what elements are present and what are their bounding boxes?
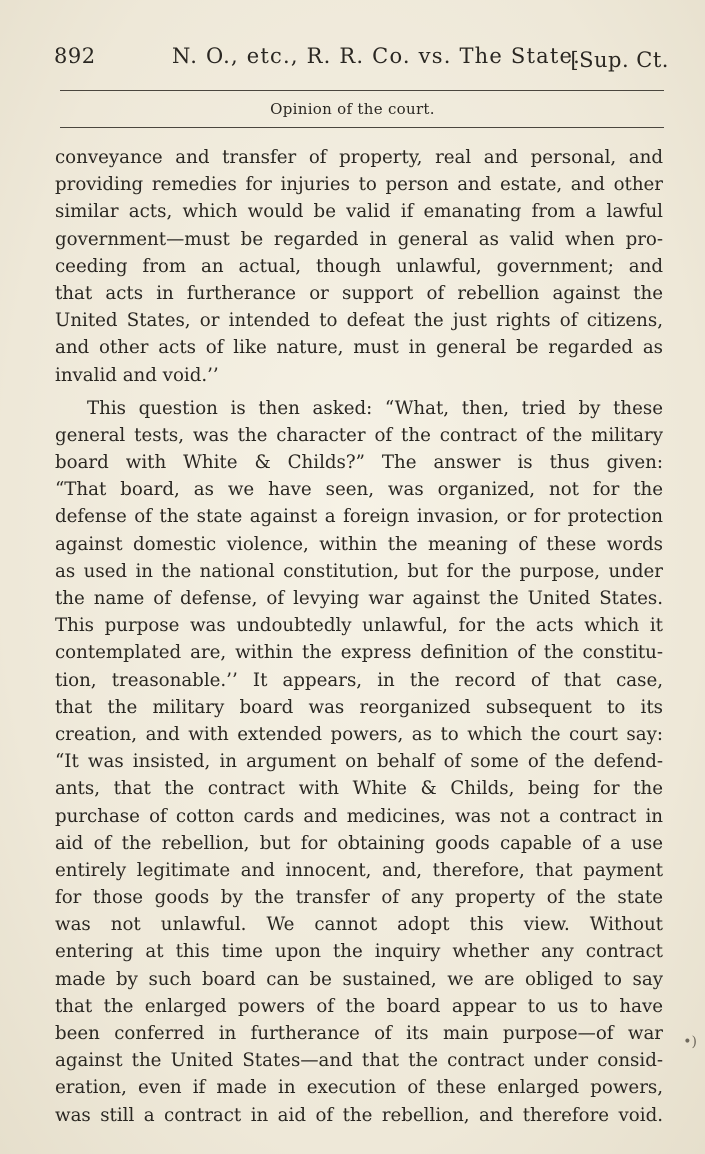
text-line: conveyance and transfer of property, real and personal, and xyxy=(55,147,663,168)
page-number: 892 xyxy=(54,44,96,68)
text-line: been conferred in furtherance of its main purpose—of war xyxy=(55,1023,663,1044)
text-line: general tests, was the character of the contract of the military xyxy=(55,424,663,446)
text-line: that the enlarged powers of the board appear to us to have xyxy=(55,995,663,1017)
margin-mark: •) xyxy=(683,1034,697,1050)
page-header xyxy=(54,40,669,80)
text-line: contemplated are, within the express definition of the constitu- xyxy=(55,642,663,664)
text-line: eration, even if made in execution of these enlarged powers, xyxy=(55,1077,663,1099)
text-line: made by such board can be sustained, we are obliged to say xyxy=(55,968,663,990)
text-line: “It was insisted, in argument on behalf of some of the defend- xyxy=(55,751,663,773)
opinion-text xyxy=(55,144,663,1129)
text-line: This purpose was undoubtedly unlawful, for the acts which it xyxy=(55,615,663,637)
text-line: as used in the national constitution, but for the purpose, under xyxy=(55,560,663,582)
text-line: providing remedies for injuries to person and estate, and other xyxy=(55,174,663,196)
text-line: aid of the rebellion, but for obtaining goods capable of a use xyxy=(55,832,663,854)
text-line: This question is then asked: “What, then, tried by these xyxy=(87,397,663,419)
text-line: that acts in furtherance or support of rebellion against the xyxy=(55,282,663,304)
text-line: for those goods by the transfer of any property of the state xyxy=(55,887,663,909)
text-line: entering at this time upon the inquiry whether any contract xyxy=(55,941,663,963)
section-rule xyxy=(60,127,664,128)
text-line: was not unlawful. We cannot adopt this view. Without xyxy=(55,914,663,936)
text-line: ants, that the contract with White & Childs, being for the xyxy=(55,778,663,800)
text-line: the name of defense, of levying war against the United States. xyxy=(55,588,663,609)
text-line: and other acts of like nature, must in general be regarded as xyxy=(55,337,663,359)
text-line: was still a contract in aid of the rebellion, and therefore void. xyxy=(55,1104,663,1126)
running-head: N. O., etc., R. R. Co. vs. The State. xyxy=(172,44,581,68)
text-line: board with White & Childs?” The answer is thus given: xyxy=(55,452,663,474)
header-rule xyxy=(60,90,664,91)
text-line: United States, or intended to defeat the just rights of citizens, xyxy=(55,310,663,332)
text-line: against the United States—and that the contract under consid- xyxy=(55,1050,663,1072)
section-label: Opinion of the court. xyxy=(270,100,435,118)
text-line: ceeding from an actual, though unlawful, government; and xyxy=(55,255,663,277)
text-line: similar acts, which would be valid if emanating from a lawful xyxy=(55,201,663,223)
text-line: that the military board was reorganized subsequent to its xyxy=(55,696,663,718)
text-line: entirely legitimate and innocent, and, therefore, that payment xyxy=(55,859,663,881)
text-line: creation, and with extended powers, as to which the court say: xyxy=(55,723,663,745)
text-line: invalid and void.’’ xyxy=(55,364,219,386)
text-line: purchase of cotton cards and medicines, was not a contract in xyxy=(55,805,663,827)
text-line: government—must be regarded in general as valid when pro- xyxy=(55,228,663,250)
text-line: against domestic violence, within the meaning of these words xyxy=(55,533,663,555)
text-line: tion, treasonable.’’ It appears, in the record of that case, xyxy=(55,669,663,691)
text-line: “That board, as we have seen, was organized, not for the xyxy=(55,479,663,501)
court-reference: [Sup. Ct. xyxy=(570,48,669,72)
text-line: defense of the state against a foreign invasion, or for protection xyxy=(55,506,663,528)
